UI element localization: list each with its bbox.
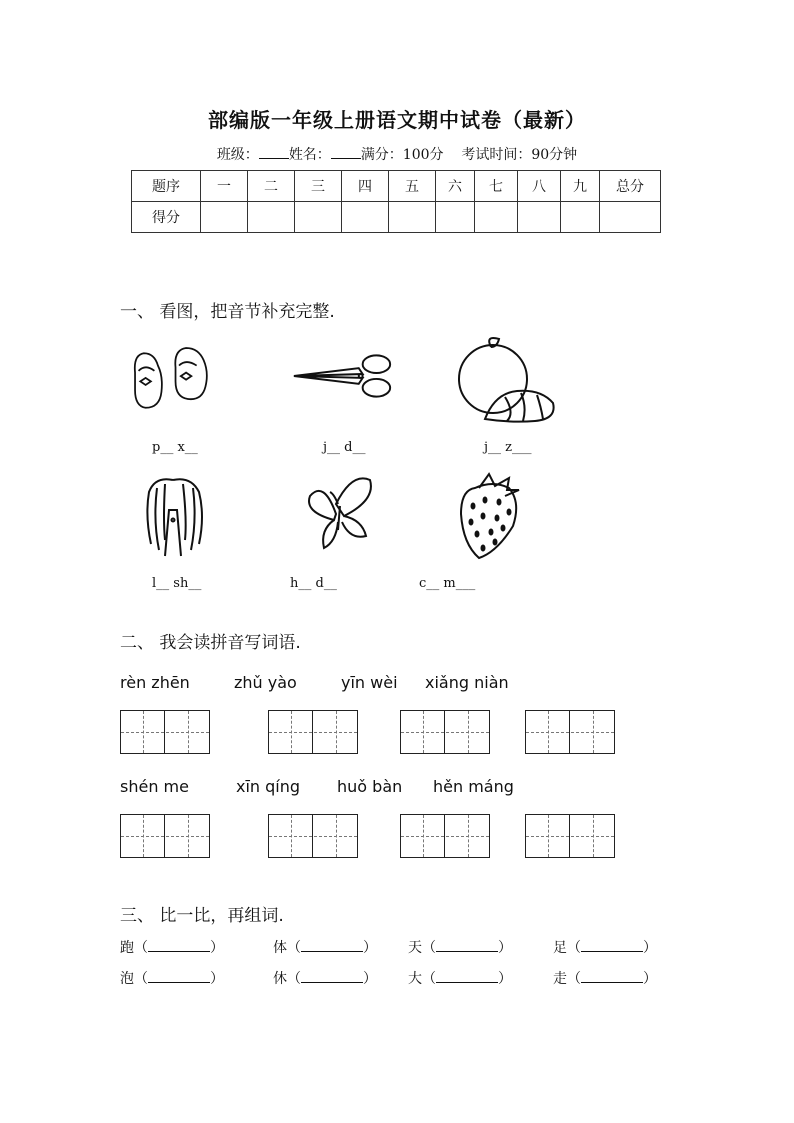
writing-grid[interactable] xyxy=(120,814,210,858)
compare-char: 足 xyxy=(553,940,567,956)
butterfly-icon xyxy=(300,470,376,554)
score-header-cell: 六 xyxy=(436,171,475,202)
score-header-cell: 题序 xyxy=(132,171,201,202)
hint-strawberry: c__ m___ xyxy=(419,576,476,591)
pinyin-label: rèn zhēn xyxy=(120,673,190,692)
compare-item[interactable]: 休（ ） xyxy=(273,971,377,987)
compare-char: 走 xyxy=(553,971,567,987)
writing-grid[interactable] xyxy=(525,710,615,754)
score-header-cell: 一 xyxy=(201,171,248,202)
compare-char: 天 xyxy=(408,940,422,956)
section1-title: 一、 看图，把音节补充完整. xyxy=(120,302,335,322)
pinyin-label: xiǎng niàn xyxy=(425,673,509,692)
score-cell[interactable] xyxy=(436,202,475,233)
pinyin-label: huǒ bàn xyxy=(337,777,403,796)
score-table xyxy=(131,170,661,233)
compare-item[interactable]: 走（ ） xyxy=(553,971,657,987)
writing-grid[interactable] xyxy=(400,710,490,754)
compare-item[interactable]: 泡（ ） xyxy=(120,971,224,987)
compare-char: 体 xyxy=(273,940,287,956)
exam-title: 部编版一年级上册语文期中试卷（最新） xyxy=(208,108,586,132)
writing-grid[interactable] xyxy=(120,710,210,754)
compare-item[interactable]: 足（ ） xyxy=(553,940,657,956)
hint-orange: j__ z___ xyxy=(484,440,532,455)
writing-grid[interactable] xyxy=(400,814,490,858)
compare-char: 泡 xyxy=(120,971,134,987)
section2-title: 二、 我会读拼音写词语. xyxy=(120,633,301,653)
score-cell[interactable] xyxy=(518,202,561,233)
shoes-icon xyxy=(128,336,216,418)
strawberry-icon xyxy=(455,470,525,562)
score-cell[interactable] xyxy=(248,202,295,233)
score-row-label: 得分 xyxy=(132,202,201,233)
compare-item[interactable]: 大（ ） xyxy=(408,971,512,987)
hint-scissors: j__ d__ xyxy=(323,440,366,455)
score-header-cell: 总分 xyxy=(600,171,661,202)
score-table-header-row xyxy=(132,171,661,202)
section3-title: 三、 比一比，再组词. xyxy=(120,906,284,926)
name-blank[interactable] xyxy=(331,146,361,159)
compare-char: 大 xyxy=(408,971,422,987)
score-cell[interactable] xyxy=(600,202,661,233)
score-cell[interactable] xyxy=(295,202,342,233)
compare-char: 休 xyxy=(273,971,287,987)
exam-info xyxy=(0,144,794,164)
hint-shoes: p__ x__ xyxy=(152,440,198,455)
pinyin-label: zhǔ yào xyxy=(234,673,297,692)
class-blank[interactable] xyxy=(259,146,289,159)
writing-grid[interactable] xyxy=(268,710,358,754)
pinyin-label: hěn máng xyxy=(433,777,514,796)
score-header-cell: 三 xyxy=(295,171,342,202)
pinyin-label: xīn qíng xyxy=(236,777,301,796)
willow-tree-icon xyxy=(135,470,215,560)
exam-time: 考试时间：90分钟 xyxy=(461,147,578,163)
name-label: 姓名： xyxy=(288,147,331,163)
class-label: 班级： xyxy=(216,147,259,163)
compare-item[interactable]: 跑（ ） xyxy=(120,940,224,956)
compare-item[interactable]: 体（ ） xyxy=(273,940,377,956)
hint-willow: l__ sh__ xyxy=(152,576,202,591)
full-score: 满分：100分 xyxy=(360,147,444,163)
score-cell[interactable] xyxy=(342,202,389,233)
score-cell[interactable] xyxy=(561,202,600,233)
pinyin-label: shén me xyxy=(120,777,189,796)
hint-butterfly: h__ d__ xyxy=(290,576,337,591)
score-header-cell: 二 xyxy=(248,171,295,202)
scissors-icon xyxy=(290,340,398,410)
score-table-score-row xyxy=(132,202,661,233)
compare-char: 跑 xyxy=(120,940,134,956)
score-cell[interactable] xyxy=(475,202,518,233)
score-header-cell: 五 xyxy=(389,171,436,202)
orange-icon xyxy=(455,333,565,425)
score-cell[interactable] xyxy=(201,202,248,233)
compare-item[interactable]: 天（ ） xyxy=(408,940,512,956)
score-header-cell: 七 xyxy=(475,171,518,202)
score-header-cell: 八 xyxy=(518,171,561,202)
score-cell[interactable] xyxy=(389,202,436,233)
writing-grid[interactable] xyxy=(268,814,358,858)
score-header-cell: 四 xyxy=(342,171,389,202)
score-header-cell: 九 xyxy=(561,171,600,202)
pinyin-label: yīn wèi xyxy=(341,673,398,692)
writing-grid[interactable] xyxy=(525,814,615,858)
